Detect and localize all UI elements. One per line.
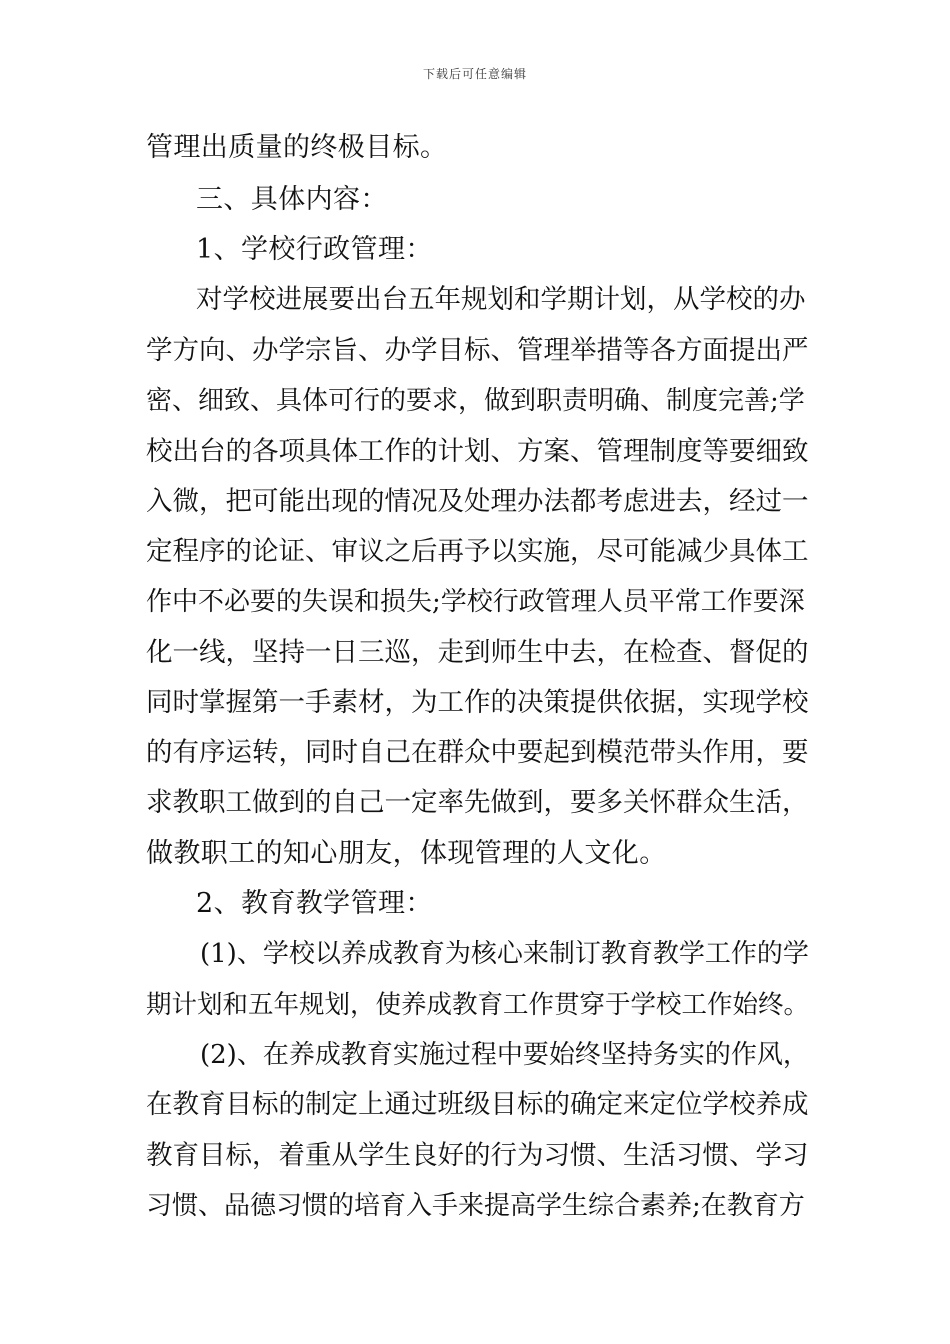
text-line: 学方向、办学宗旨、办学目标、管理举措等各方面提出严: [146, 335, 809, 366]
text-line: 求教职工做到的自己一定率先做到，要多关怀群众生活，: [146, 787, 809, 818]
text-line: (1)、学校以养成教育为核心来制订教育教学工作的学: [200, 939, 809, 969]
subsection-heading: 2、教育教学管理：: [196, 888, 433, 919]
text-line: 管理出质量的终极目标。: [146, 132, 448, 163]
text-line: 在教育目标的制定上通过班级目标的确定来定位学校养成: [146, 1089, 809, 1120]
text-line: 同时掌握第一手素材，为工作的决策提供依据，实现学校: [146, 687, 809, 718]
text-line: 对学校进展要出台五年规划和学期计划，从学校的办: [196, 284, 806, 315]
subsection-heading: 1、学校行政管理：: [196, 234, 433, 265]
text-line: 教育目标，着重从学生良好的行为习惯、生活习惯、学习: [146, 1140, 809, 1171]
text-line: 入微，把可能出现的情况及处理办法都考虑进去，经过一: [146, 486, 809, 517]
text-line: 校出台的各项具体工作的计划、方案、管理制度等要细致: [146, 436, 809, 467]
section-heading: 三、具体内容：: [196, 184, 388, 215]
text-line: 的有序运转，同时自己在群众中要起到模范带头作用，要: [146, 737, 809, 768]
text-line: 习惯、品德习惯的培育入手来提高学生综合素养;在教育方: [146, 1191, 805, 1221]
text-line: 定程序的论证、审议之后再予以实施，尽可能减少具体工: [146, 536, 809, 567]
text-line: 作中不必要的失误和损失;学校行政管理人员平常工作要深: [146, 587, 805, 617]
text-line: (2)、在养成教育实施过程中要始终坚持务实的作风，: [200, 1040, 809, 1070]
text-line: 期计划和五年规划，使养成教育工作贯穿于学校工作始终。: [146, 990, 810, 1020]
text-line: 化一线，坚持一日三巡，走到师生中去，在检查、督促的: [146, 637, 809, 668]
text-line: 做教职工的知心朋友，体现管理的人文化。: [146, 838, 667, 869]
page-header-note: 下载后可任意编辑: [422, 67, 527, 81]
text-line: 密、细致、具体可行的要求，做到职责明确、制度完善;学: [146, 386, 805, 416]
